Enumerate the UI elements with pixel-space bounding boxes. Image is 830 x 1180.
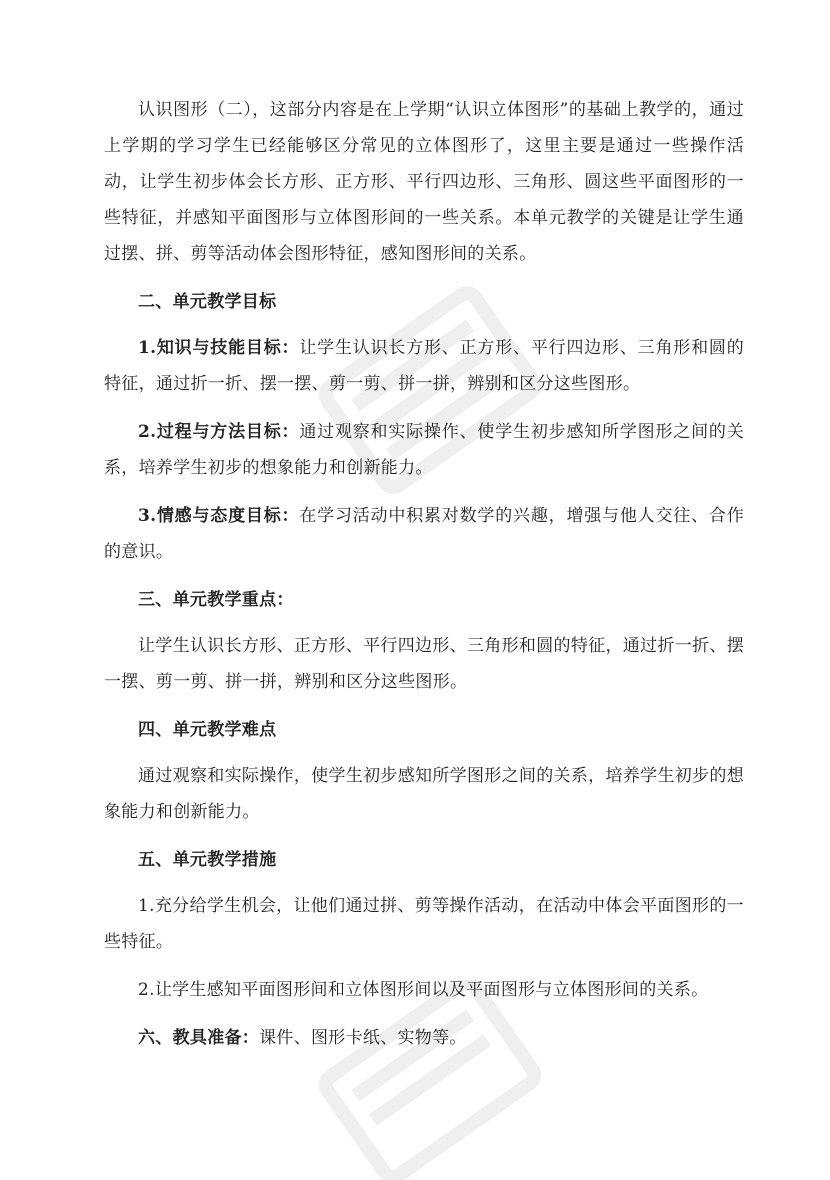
difficulties-heading: 四、单元教学难点 — [138, 720, 277, 740]
measures-heading: 五、单元教学措施 — [138, 850, 277, 870]
key-points-heading: 三、单元教学重点： — [138, 590, 294, 610]
goal-attitude-label: 3.情感与态度目标： — [138, 506, 300, 526]
goal-attitude — [104, 498, 744, 570]
key-points-text: 让学生认识长方形、正方形、平行四边形、三角形和圆的特征，通过折一折、摆一摆、剪一剪、拼一拼，辨别和区分这些图形。 — [104, 636, 744, 692]
measure-item-2: 2.让学生感知平面图形间和立体图形间以及平面图形与立体图形间的关系。 — [138, 980, 709, 1000]
goal-knowledge-text: 让学生认识长方形、正方形、平行四边形、三角形和圆的特征，通过折一折、摆一摆、剪一剪、拼一拼，辨别和区分这些图形。 — [104, 338, 745, 394]
document-body — [104, 92, 744, 1068]
materials-text: 课件、图形卡纸、实物等。 — [259, 1028, 467, 1048]
measure-item-1: 1.充分给学生机会，让他们通过拼、剪等操作活动，在活动中体会平面图形的一些特征。 — [104, 896, 744, 952]
goal-attitude-text: 在学习活动中积累对数学的兴趣，增强与他人交往、合作的意识。 — [104, 506, 745, 562]
goal-knowledge-label: 1.知识与技能目标： — [138, 338, 300, 358]
difficulties-text: 通过观察和实际操作，使学生初步感知所学图形之间的关系，培养学生初步的想象能力和创新能力。 — [104, 766, 744, 822]
goal-process-text: 通过观察和实际操作、使学生初步感知所学图形之间的关系，培养学生初步的想象能力和创新能力。 — [104, 422, 745, 478]
intro-paragraph: 认识图形（二），这部分内容是在上学期“认识立体图形”的基础上教学的，通过上学期的学习学生已经能够区分常见的立体图形了，这里主要是通过一些操作活动，让学生初步体会长方形、正方形、平行四边形、三角形、圆这些平面图形的一些特征，并感知平面图形与立体图形间的一些关系。本单元教学的关键是让学生通过摆、拼、剪等活动体会图形特征，感知图形间的关系。 — [104, 100, 744, 264]
goal-process — [104, 414, 744, 486]
goal-process-label: 2.过程与方法目标： — [138, 422, 300, 442]
goal-knowledge — [104, 330, 744, 402]
goals-heading: 二、单元教学目标 — [138, 292, 277, 312]
materials-line — [104, 1020, 744, 1056]
materials-label: 六、教具准备： — [138, 1028, 260, 1048]
